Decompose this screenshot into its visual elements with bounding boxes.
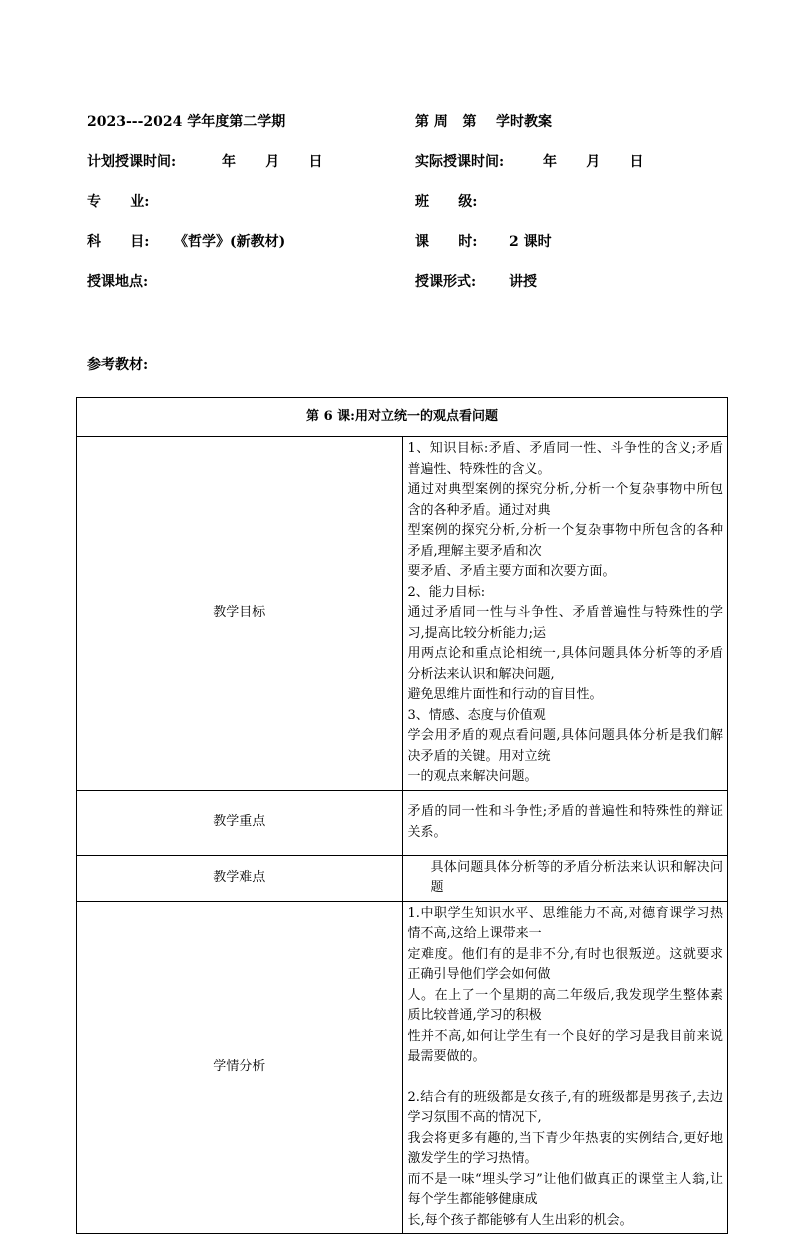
objectives-label: 教学目标 [77,437,403,791]
analysis-line: 定难度。他们有的是非不分,有时也很叛逆。这就要求正确引导他们学会如何做 [407,946,723,982]
objectives-line: 通过矛盾同一性与斗争性、矛盾普遍性与特殊性的学习,提高比较分析能力;运 [407,605,723,641]
objectives-row [77,437,728,791]
analysis-row [77,901,728,1234]
analysis-line: 性并不高,如何让学生有一个良好的学习是我目前来说最需要做的。 [407,1028,723,1064]
key-points-text: 矛盾的同一性和斗争性;矛盾的普遍性和特殊性的辩证关系。 [402,790,728,855]
objectives-line: 通过对典型案例的探究分析,分析一个复杂事物中所包含的各种矛盾。通过对典 [407,482,723,518]
analysis-line: 1.中职学生知识水平、思维能力不高,对德育课学习热情不高,这给上课带来一 [407,905,723,941]
lesson-title: 第 6 课:用对立统一的观点看问题 [77,398,728,437]
analysis-label: 学情分析 [77,901,403,1234]
analysis-line: 2.结合有的班级都是女孩子,有的班级都是男孩子,去边学习氛围不高的情况下, [407,1089,723,1125]
planned-time-value: 年 月 日 [222,154,323,170]
analysis-line: 人。在上了一个星期的高二年级后,我发现学生整体素质比较普通,学习的积极 [407,987,723,1023]
analysis-line: 我会将更多有趣的,当下青少年热衷的实例结合,更好地激发学生的学习热情。 [407,1130,723,1166]
hours-value: 2 课时 [509,234,552,250]
form-label: 授课形式: [415,274,477,290]
objectives-line: 3、情感、态度与价值观 [407,707,546,723]
form-value: 讲授 [509,274,537,290]
key-points-label: 教学重点 [77,790,403,855]
analysis-line: 长,每个孩子都能够有人生出彩的机会。 [407,1212,633,1228]
objectives-line: 用两点论和重点论相统一,具体问题具体分析等的矛盾分析法来认识和解决问题, [407,646,723,682]
subject-label: 科 目: [87,234,150,250]
objectives-line: 一的观点来解决问题。 [407,769,538,784]
key-points-row [77,790,728,855]
analysis-line: 而不是一味“埋头学习”让他们做真正的课堂主人翁,让每个学生都能够健康成 [407,1171,723,1207]
week-heading: 第 周 第 学时教案 [415,114,552,130]
objectives-line: 型案例的探究分析,分析一个复杂事物中所包含的各种矛盾,理解主要矛盾和次 [407,523,723,559]
class-label: 班 级: [415,194,478,210]
planned-time-label: 计划授课时间: [87,154,177,170]
objectives-line: 1、知识目标:矛盾、矛盾同一性、斗争性的含义;矛盾普遍性、特殊性的含义。 [407,441,723,477]
objectives-line: 避免思维片面性和行动的盲目性。 [407,687,603,702]
objectives-line: 学会用矛盾的观点看问题,具体问题具体分析是我们解决矛盾的关键。用对立统 [407,728,723,764]
reference-label: 参考教材: [87,357,149,373]
paragraph-spacer [408,1068,724,1088]
major-label: 专 业: [87,194,150,210]
difficulty-label: 教学难点 [77,855,403,901]
analysis-content [402,901,728,1234]
hours-label: 课 时: [415,234,478,250]
difficulty-row [77,855,728,901]
lesson-plan-table [76,397,728,1234]
term-heading: 2023---2024 学年度第二学期 [87,114,286,130]
location-label: 授课地点: [87,274,149,290]
subject-value: 《哲学》(新教材) [174,234,286,250]
actual-time-label: 实际授课时间: [415,154,505,170]
objectives-line: 2、能力目标: [407,584,486,600]
table-title-row [77,398,728,437]
actual-time-value: 年 月 日 [543,154,644,170]
difficulty-text: 具体问题具体分析等的矛盾分析法来认识和解决问题 [402,855,728,901]
objectives-line: 要矛盾、矛盾主要方面和次要方面。 [407,564,616,579]
objectives-content [402,437,728,791]
